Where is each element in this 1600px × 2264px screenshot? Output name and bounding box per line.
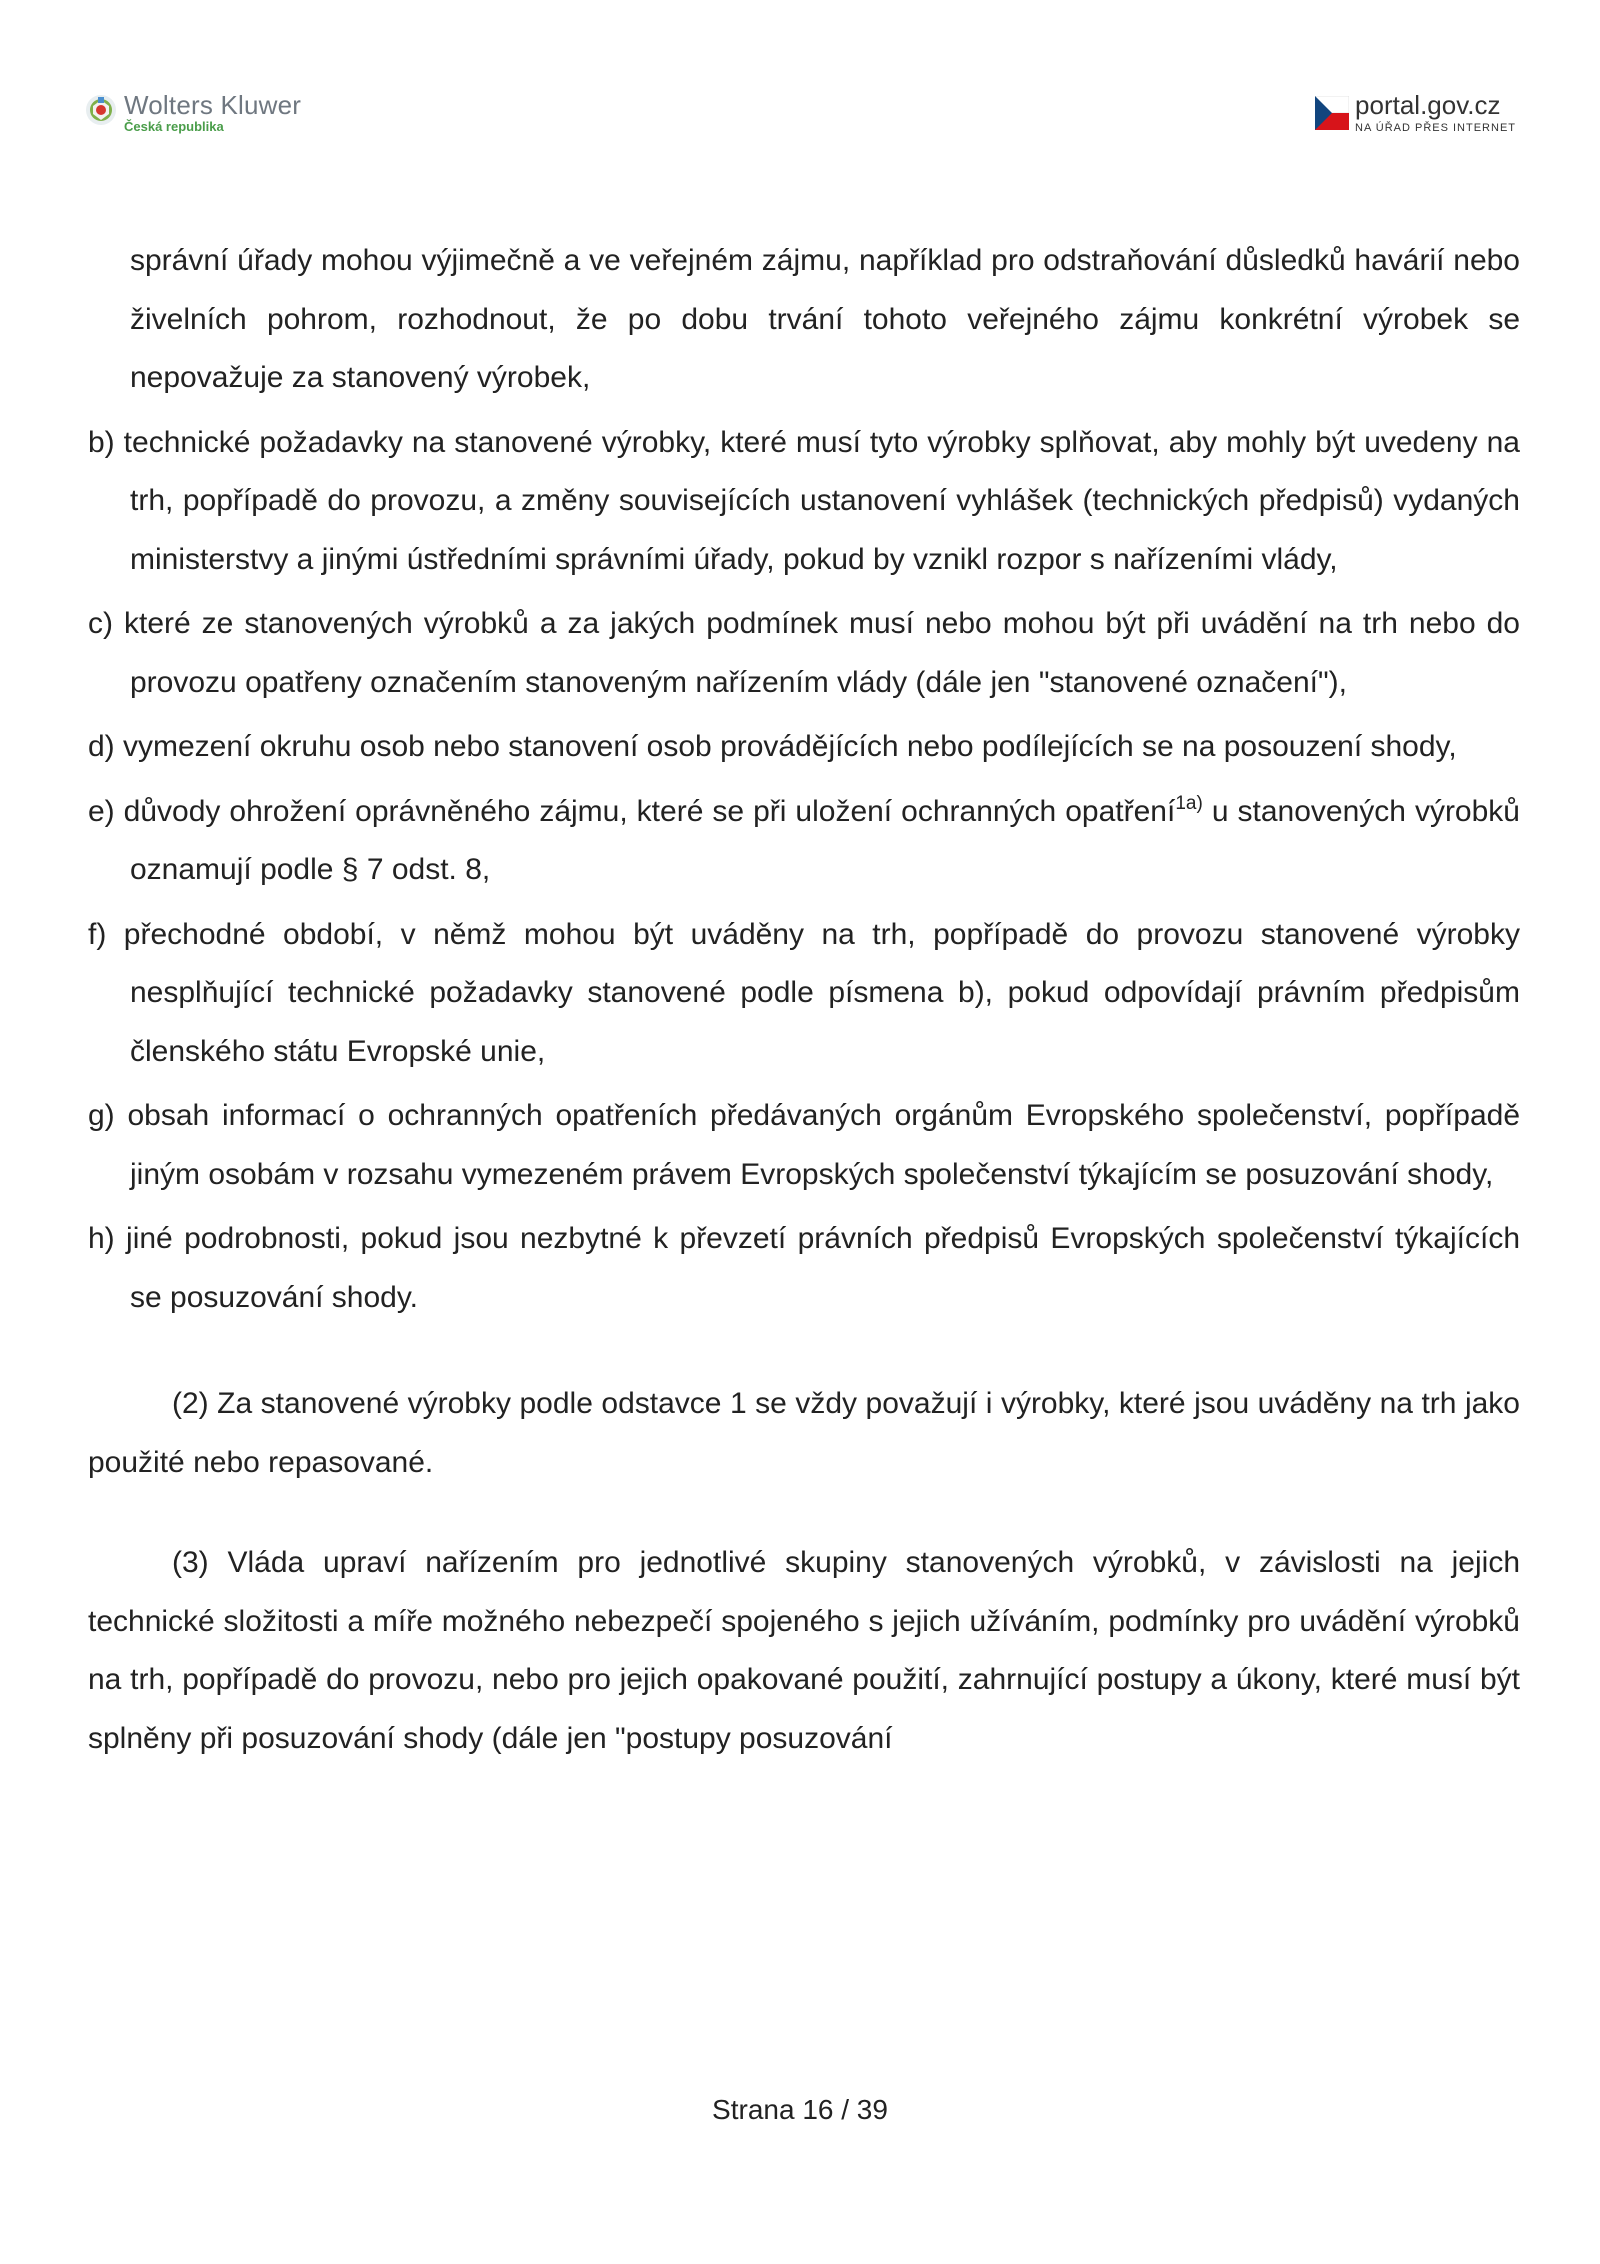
list-item-b: b) technické požadavky na stanovené výrobky, které musí tyto výrobky splňovat, aby mohly být uvedeny na trh, popřípadě do provozu, a změny souvisejících ustanovení vyhlášek (technických předpisů) vydaných ministerstvy a jinými ústředními správními úřady, pokud by vznikl rozpor s nařízeními vlády, [88, 425, 1520, 576]
list-item-c: c) které ze stanovených výrobků a za jakých podmínek musí nebo mohou být při uvádění na trh nebo do provozu opatřeny označením stanoveným nařízením vlády (dále jen "stanovené označení"), [88, 607, 1520, 699]
list-item-h: h) jiné podrobnosti, pokud jsou nezbytné k převzetí právních předpisů Evropských společenství týkajících se posuzování shody. [88, 1222, 1520, 1314]
list-item-e-text-start: e) důvody ohrožení oprávněného zájmu, které se při uložení ochranných opatření [88, 794, 1176, 828]
list-item-g: g) obsah informací o ochranných opatřeních předávaných orgánům Evropského společenství, popřípadě jiným osobám v rozsahu vymezeném právem Evropských společenství týkajícím se posuzování shody, [88, 1099, 1520, 1191]
paragraph-2: (2) Za stanovené výrobky podle odstavce 1 se vždy považují i výrobky, které jsou uváděny na trh jako použité nebo repasované. [88, 1387, 1520, 1479]
wolters-kluwer-logo [84, 92, 301, 134]
list-item-e-text-end: u stanovených výrobků oznamují podle § 7 odst. 8, [130, 794, 1520, 886]
intro-continuation: správní úřady mohou výjimečně a ve veřejném zájmu, například pro odstraňování důsledků havárií nebo živelních pohrom, rozhodnout, že po dobu trvání tohoto veřejného zájmu konkrétní výrobek se nepovažuje za stanovený výrobek, [130, 244, 1520, 394]
list-item-d: d) vymezení okruhu osob nebo stanovení osob provádějících nebo podílejících se na posouzení shody, [88, 730, 1457, 763]
page-number: Strana 16 / 39 [712, 2094, 888, 2125]
portal-gov-title: portal.gov.cz [1355, 90, 1501, 120]
wolters-kluwer-title: Wolters Kluwer [124, 90, 302, 120]
portal-gov-subtitle: NA ÚŘAD PŘES INTERNET [1355, 122, 1516, 134]
portal-gov-logo [1315, 92, 1516, 134]
document-body [88, 232, 1520, 1768]
czech-flag-icon [1315, 96, 1349, 130]
wolters-kluwer-logo-icon [84, 94, 118, 128]
spacer [88, 1492, 1520, 1534]
paragraph-3: (3) Vláda upraví nařízením pro jednotlivé skupiny stanovených výrobků, v závislosti na jejich technické složitosti a míře možného nebezpečí spojeného s jejich užíváním, podmínky pro uvádění výrobků na trh, popřípadě do provozu, nebo pro jejich opakované použití, zahrnující postupy a úkony, které musí být splněny při posuzování shody (dále jen "postupy posuzování [88, 1546, 1520, 1755]
spacer [88, 1333, 1520, 1375]
list-item-e [88, 783, 1520, 900]
footnote-reference: 1a) [1175, 792, 1203, 814]
list-item-f: f) přechodné období, v němž mohou být uváděny na trh, popřípadě do provozu stanovené výrobky nesplňující technické požadavky stanovené podle písmena b), pokud odpovídají právním předpisům členského státu Evropské unie, [88, 917, 1520, 1068]
wolters-kluwer-subtitle: Česká republika [124, 119, 224, 134]
